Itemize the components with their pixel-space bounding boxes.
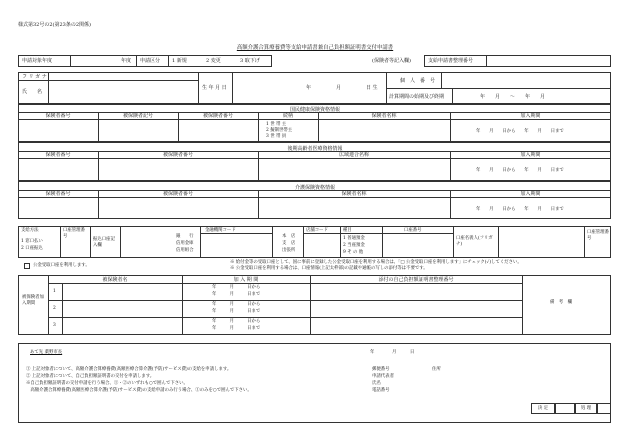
declaration-line-3: ※自己負担額証明書の交付申請を行う場合、①・②のいずれも○で囲んで下さい。 xyxy=(26,381,188,386)
fin-inst-code-label: 金融機関コード xyxy=(205,228,236,233)
transfer-fill-label: 振込口座記入欄 xyxy=(93,237,115,248)
personal-number-label: 個 人 番 号 xyxy=(400,78,436,84)
pay-method-label: 支給方法 xyxy=(21,228,39,233)
bank-note-2: ※ 公金受取口座を利用する場合は、口座情報(上記太枠部)の記載や通帳の写しの添付等は不要です。 xyxy=(230,266,428,271)
dependents-side-label: 被保険者加入期間 xyxy=(22,295,44,306)
nhi-symbol-header: 被保険者記号 xyxy=(122,113,153,119)
elderly-insurer-no-header: 保険者番号 xyxy=(45,152,71,158)
account-mgmt-label: 口座管理番 号 xyxy=(63,228,94,239)
account-type-ordinary[interactable]: 1 普通預金 xyxy=(343,236,365,241)
rep-name-label: 氏名 xyxy=(372,381,381,386)
phone-label: 電話番号 xyxy=(372,388,390,393)
bank-type-shinkin[interactable]: 信用金庫 xyxy=(176,241,194,246)
name-label: 氏 名 xyxy=(22,89,43,95)
declaration-line-2: ② 上記対象者について、自己負担額証明書の交付を申請します。 xyxy=(26,374,155,379)
pay-option-transfer[interactable]: 2 口座振込 xyxy=(21,246,43,251)
decision-stamp-cell[interactable] xyxy=(555,403,575,414)
address-label: 住所 xyxy=(432,367,441,372)
birth-label: 生 年 月 日 xyxy=(202,85,227,91)
elderly-union-header: 広域連合名称 xyxy=(338,152,369,158)
class-option-new[interactable]: 1 新規 xyxy=(172,58,187,64)
elderly-period-header: 加入期間 xyxy=(520,152,541,158)
dep-name-header: 被保険者名 xyxy=(102,277,128,283)
relation-option-member[interactable]: 3 世 帯 員 xyxy=(266,134,287,139)
dep-row-1-from: 年 月 日から xyxy=(212,285,261,290)
care-title: 介護保険資格情報 xyxy=(294,185,335,191)
dep-row-1: 1 xyxy=(53,289,56,294)
nhi-insurer-name-header: 保険者名称 xyxy=(371,113,397,119)
care-period-header: 加入期間 xyxy=(520,191,541,197)
nhi-period-value: 年 月 日から 年 月 日まで xyxy=(476,129,564,134)
relation-option-head[interactable]: 1 世 帯 主 xyxy=(266,122,287,127)
dep-row-2-from: 年 月 日から xyxy=(212,302,261,307)
declaration-line-4: 高額介護合算療養費(高額医療合算介護(予防)サービス費)の支給申請のみ行う場合、①のみを○で囲んで下さい。 xyxy=(26,388,252,393)
period-label: 計算期間の始期及び終期 xyxy=(389,94,445,100)
nhi-period-header: 加入期間 xyxy=(520,113,541,119)
addressee: あて先 薬野市長 xyxy=(30,350,63,355)
year-label: 申請対象年度 xyxy=(22,58,53,64)
branch-type-main[interactable]: 本 店 xyxy=(282,234,296,239)
process-stamp-cell[interactable] xyxy=(597,403,611,414)
dep-row-3-to: 年 月 日まで xyxy=(212,326,261,331)
date-month-unit: 月 xyxy=(392,350,397,355)
dep-cert-header: 添付の自己負担額証明書整理番号 xyxy=(378,277,454,283)
bank-note-1: ※ 給付金等の受取口座として、国に事前に登録した公金受取口座を利用する場合は、「□ 公金受取口座を利用します」にチェック(✓)してください。 xyxy=(230,260,522,265)
pay-option-window[interactable]: 1 窓口払い xyxy=(21,239,43,244)
dep-row-3: 3 xyxy=(53,323,56,328)
birth-month-unit: 月 xyxy=(336,85,342,91)
bank-type-bank[interactable]: 銀 行 xyxy=(176,234,194,239)
nhi-number-header: 被保険者番号 xyxy=(202,113,233,119)
postal-label: 郵便番号 xyxy=(372,367,390,372)
care-number-header: 被保険者番号 xyxy=(162,191,193,197)
care-insurer-no-header: 保険者番号 xyxy=(45,191,71,197)
branch-code-label: 店舗コード xyxy=(306,228,328,233)
class-option-change[interactable]: 2 変更 xyxy=(206,58,221,64)
date-year-unit: 年 xyxy=(370,350,375,355)
class-label: 申請区分 xyxy=(140,58,161,64)
dep-row-3-from: 年 月 日から xyxy=(212,319,261,324)
date-day-unit: 日 xyxy=(410,350,415,355)
dep-row-2: 2 xyxy=(53,306,56,311)
nhi-relation-header: 続柄 xyxy=(282,113,293,119)
decision-stamp-label: 決 定 xyxy=(537,406,549,411)
account-type-other[interactable]: 9 そ の 他 xyxy=(343,250,364,255)
insurer-fill-label: (保険者等記入欄) xyxy=(372,58,411,64)
furigana-label: フ リ ガ ナ xyxy=(22,74,47,80)
dep-row-2-to: 年 月 日まで xyxy=(212,309,261,314)
nhi-insurer-no-header: 保険者番号 xyxy=(45,113,71,119)
dep-row-1-to: 年 月 日まで xyxy=(212,292,261,297)
declaration-line-1: ① 上記対象者について、高額介護合算療養費(高額医療合算介護(予防)サービス費)の支給を申請します。 xyxy=(26,367,232,372)
period-value: 年 月 ～ 年 月 xyxy=(480,94,546,100)
representative-label: 申請代表者 xyxy=(372,374,394,379)
account-type-label: 種目 xyxy=(343,228,352,233)
elderly-number-header: 被保険者番号 xyxy=(162,152,193,158)
account-holder-label: 口座名義人(フリガナ) xyxy=(456,236,493,247)
care-period-value: 年 月 日から 年 月 日まで xyxy=(476,207,564,212)
public-account-checkbox[interactable] xyxy=(24,263,30,269)
branch-type-branch[interactable]: 支 店 xyxy=(282,241,296,246)
class-option-withdraw[interactable]: 3 取下げ xyxy=(240,58,260,64)
account-mgmt-no-label: 口座管理番号 xyxy=(587,230,609,241)
account-type-current[interactable]: 2 当座預金 xyxy=(343,243,365,248)
birth-day-unit: 日 生 xyxy=(366,85,378,91)
care-insurer-name-header: 保険者名称 xyxy=(341,191,367,197)
process-stamp-label: 処 理 xyxy=(580,406,592,411)
dep-period-header: 加 入 期 間 xyxy=(233,277,259,283)
year-unit: 年度 xyxy=(121,58,132,64)
relation-option-deemed[interactable]: 2 擬制世帯主 xyxy=(266,128,293,133)
ref-number-label: 支給申請書整理番号 xyxy=(428,58,474,64)
dep-note-header: 備 考 欄 xyxy=(550,300,572,305)
elderly-period-value: 年 月 日から 年 月 日まで xyxy=(476,168,564,173)
form-title: 高額介護合算療養費等支給申請書兼自己負担額証明書交付申請書 xyxy=(236,45,394,51)
account-number-label: 口座番号 xyxy=(404,228,422,233)
public-account-label: 公金受取口座を利用します。 xyxy=(33,263,90,268)
birth-year-unit: 年 xyxy=(306,85,312,91)
nhi-title: 国民健康保険資格情報 xyxy=(289,107,340,113)
bank-type-kumiai[interactable]: 信用組合 xyxy=(176,248,194,253)
branch-type-sub[interactable]: 出張所 xyxy=(282,248,296,253)
elderly-title: 後期高齢者医療資格情報 xyxy=(287,146,343,152)
form-number: 様式第32号の2(第23条の2関係) xyxy=(18,22,91,28)
